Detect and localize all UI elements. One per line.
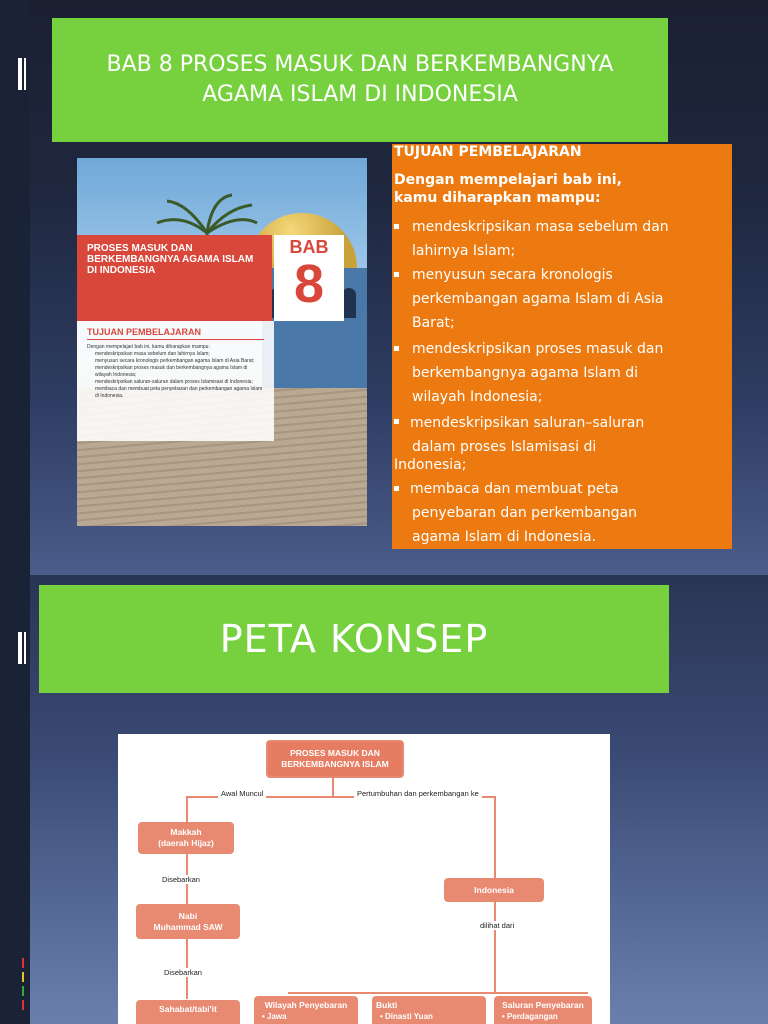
slide-2-title: [39, 585, 669, 693]
book-panel-item: membaca dan membuat peta penyebaran dan perkembangan agama Islam di Indonesia.: [95, 386, 263, 399]
wilayah-node: [254, 996, 358, 1024]
objective-line: mendeskripsikan saluran–saluran: [410, 415, 645, 431]
objective-line: membaca dan membuat peta: [410, 481, 619, 497]
objective-line: menyusun secara kronologis: [412, 267, 613, 283]
bullet-icon: [394, 346, 399, 351]
nabi-line: Muhammad SAW: [153, 921, 223, 932]
objective-line: agama Islam di Indonesia.: [412, 529, 597, 545]
book-objectives-panel: [77, 321, 274, 441]
chapter-label: BAB: [289, 237, 329, 257]
slide-1-title: [52, 18, 668, 142]
label-disebarkan: Disebarkan: [164, 968, 202, 977]
strip-mark: [22, 958, 24, 968]
objective-line: perkembangan agama Islam di Asia: [412, 291, 664, 307]
label-pertumbuhan: Pertumbuhan dan perkembangan ke: [354, 789, 482, 798]
nabi-line: Nabi: [178, 910, 198, 921]
makkah-line: (daerah Hijaz): [158, 838, 214, 848]
indonesia-node: [444, 878, 544, 902]
makkah-line: Makkah: [170, 827, 202, 837]
book-panel-item: menyusun secara kronologis perkembangan agama Islam di Asia Barat;: [95, 358, 255, 364]
objective-line: berkembangnya agama Islam di: [412, 365, 638, 381]
objective-line: Indonesia;: [394, 457, 467, 473]
slide-1-title-line-2: AGAMA ISLAM DI INDONESIA: [202, 82, 518, 107]
objective-line: Barat;: [412, 315, 455, 331]
chapter-number: 8: [293, 254, 325, 314]
left-strip: [0, 0, 30, 1024]
slide-1-title-line-1: BAB 8 PROSES MASUK DAN BERKEMBANGNYA: [106, 52, 614, 77]
book-cover-image: [77, 158, 367, 526]
connector: [288, 992, 588, 994]
wilayah-item: • Jawa: [262, 1012, 287, 1021]
connector: [494, 796, 496, 878]
wilayah-title: Wilayah Penyebaran: [264, 1000, 348, 1010]
strip-mark: [24, 58, 26, 90]
root-node-line: PROSES MASUK DAN: [290, 748, 380, 758]
nabi-node: [136, 904, 240, 939]
objectives-heading: TUJUAN PEMBELAJARAN: [394, 144, 582, 160]
strip-mark: [22, 972, 24, 982]
label-dilihat-dari: dilihat dari: [480, 921, 515, 930]
connector: [494, 902, 496, 994]
strip-mark: [18, 632, 22, 664]
book-panel-item: mendeskripsikan masa sebelum dan lahirnya Islam;: [95, 351, 210, 357]
book-panel-title: TUJUAN PEMBELAJARAN: [87, 327, 264, 340]
strip-mark: [18, 58, 22, 90]
learning-objectives-box: [392, 144, 732, 549]
bullet-icon: [394, 272, 399, 277]
book-panel-item: mendeskripsikan saluran-saluran dalam proses Islamisasi di Indonesia;: [95, 379, 253, 385]
bullet-icon: [394, 224, 399, 229]
book-title-band: [77, 235, 272, 321]
saluran-item: • Perdagangan: [502, 1012, 558, 1021]
book-panel-item: mendeskripsikan proses masuk dan berkembangnya agama Islam di wilayah Indonesia;: [95, 365, 248, 378]
root-node-line: BERKEMBANGNYA ISLAM: [281, 759, 389, 769]
strip-mark: [24, 632, 26, 664]
chapter-badge: [274, 235, 344, 321]
book-red-title: PROSES MASUK DAN BERKEMBANGNYA AGAMA ISLAM DI INDONESIA: [87, 243, 254, 276]
saluran-node: [494, 996, 592, 1024]
objective-line: lahirnya Islam;: [412, 243, 516, 259]
strip-mark: [22, 986, 24, 996]
objective-line: mendeskripsikan masa sebelum dan: [412, 219, 669, 235]
makkah-node: [138, 822, 234, 854]
saluran-title: Saluran Penyebaran: [502, 1000, 584, 1010]
label-disebarkan: Disebarkan: [162, 875, 200, 884]
sahabat-line: Sahabat/tabi'it: [159, 1004, 217, 1014]
sahabat-node: [136, 1000, 240, 1024]
objectives-intro-line-1: Dengan mempelajari bab ini,: [394, 172, 622, 188]
bukti-item: • Dinasti Yuan: [380, 1012, 433, 1021]
book-panel-intro: Dengan mempelajari bab ini, kamu diharapkan mampu:: [87, 344, 210, 350]
bullet-icon: [394, 419, 399, 424]
objectives-intro-line-2: kamu diharapkan mampu:: [394, 190, 601, 206]
strip-mark: [22, 1000, 24, 1010]
bukti-node: [372, 996, 486, 1024]
objective-line: wilayah Indonesia;: [412, 389, 543, 405]
objective-line: dalam proses Islamisasi di: [412, 439, 597, 455]
slide-2-title-text: PETA KONSEP: [219, 617, 489, 661]
objective-line: mendeskripsikan proses masuk dan: [412, 341, 664, 357]
label-awal-muncul: Awal Muncul: [218, 789, 266, 798]
root-node: [266, 740, 404, 778]
indonesia-label: Indonesia: [474, 884, 514, 895]
bullet-icon: [394, 486, 399, 491]
concept-map: [118, 734, 610, 1024]
objective-line: penyebaran dan perkembangan: [412, 505, 637, 521]
connector: [186, 796, 188, 822]
bukti-title: Bukti: [376, 1000, 398, 1010]
